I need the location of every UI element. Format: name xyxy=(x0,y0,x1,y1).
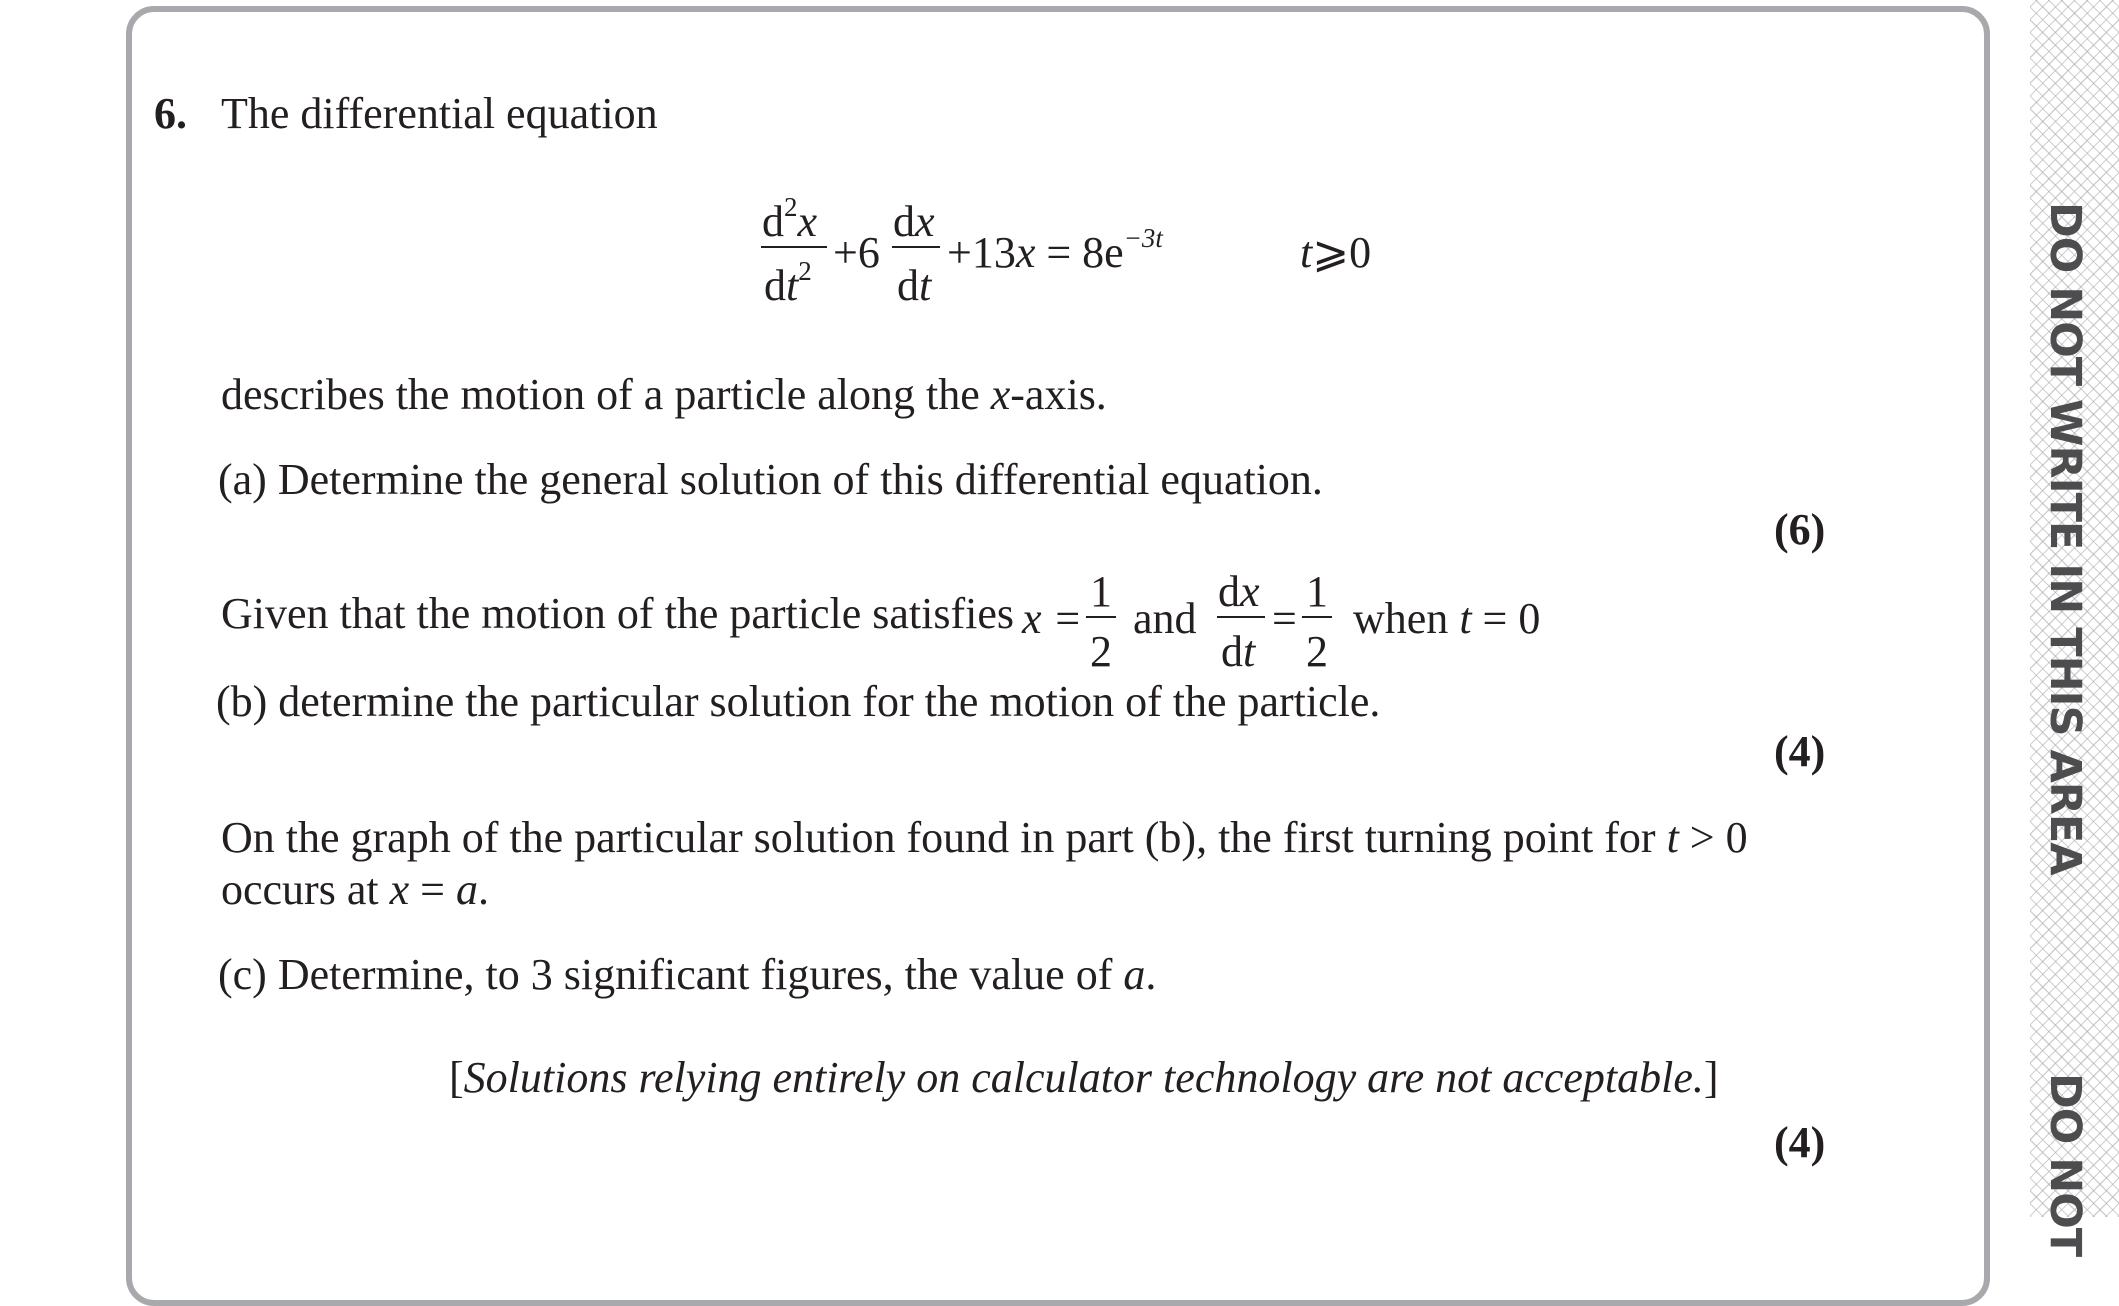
half-denominator-2: 2 xyxy=(1306,627,1328,676)
dxdt-numerator: dx xyxy=(1218,567,1260,616)
domain-condition: t⩾0 xyxy=(1300,228,1372,277)
do-not-write-label-2: DO NOT xyxy=(2040,1073,2090,1257)
part-a-marks: (6) xyxy=(1774,505,1826,554)
equals-sign: = xyxy=(1272,594,1297,643)
part-c-text: (c) Determine, to 3 significant figures, the value of a. xyxy=(218,950,1157,999)
calculator-note: [Solutions relying entirely on calculator technology are not acceptable.] xyxy=(449,1053,1719,1102)
equation-rhs: $+13x = 8e^{-3t}$ xyxy=(947,223,1163,277)
when-t-zero: when t = 0 xyxy=(1353,594,1541,643)
turning-point-text-line-1: On the graph of the particular solution found in part (b), the first turning point for t > 0 xyxy=(221,813,1748,862)
question-number: 6. xyxy=(154,89,187,138)
first-derivative-numerator: dx xyxy=(893,197,935,246)
fraction-bar xyxy=(761,246,827,248)
half-numerator: 1 xyxy=(1090,567,1112,616)
second-derivative-numerator: $d^2x$ xyxy=(762,192,818,246)
fraction-bar xyxy=(1302,616,1332,618)
fraction-bar xyxy=(1217,616,1265,618)
do-not-write-label: DO NOT WRITE IN THIS AREA xyxy=(2040,202,2090,875)
second-derivative-denominator: $dt^2$ xyxy=(764,256,812,310)
turning-point-text-line-2: occurs at x = a. xyxy=(221,865,489,914)
page-frame xyxy=(126,6,1990,1306)
fraction-bar xyxy=(892,246,940,248)
equation-description: describes the motion of a particle along the x-axis. xyxy=(221,370,1107,419)
part-a-text: (a) Determine the general solution of this differential equation. xyxy=(218,455,1323,504)
dxdt-denominator: dt xyxy=(1221,627,1256,676)
part-b-text: (b) determine the particular solution for the motion of the particle. xyxy=(216,677,1381,726)
half-numerator-2: 1 xyxy=(1306,567,1328,616)
plus-six: +6 xyxy=(833,228,880,277)
and-word: and xyxy=(1133,594,1197,643)
fraction-bar xyxy=(1086,616,1116,618)
first-derivative-denominator: dt xyxy=(897,261,932,310)
x-equals: x = xyxy=(1022,594,1083,643)
half-denominator: 2 xyxy=(1090,627,1112,676)
part-b-marks: (4) xyxy=(1774,727,1826,776)
part-c-marks: (4) xyxy=(1774,1118,1826,1167)
question-intro: The differential equation xyxy=(221,89,658,138)
given-prefix: Given that the motion of the particle satisfies xyxy=(221,589,1015,638)
